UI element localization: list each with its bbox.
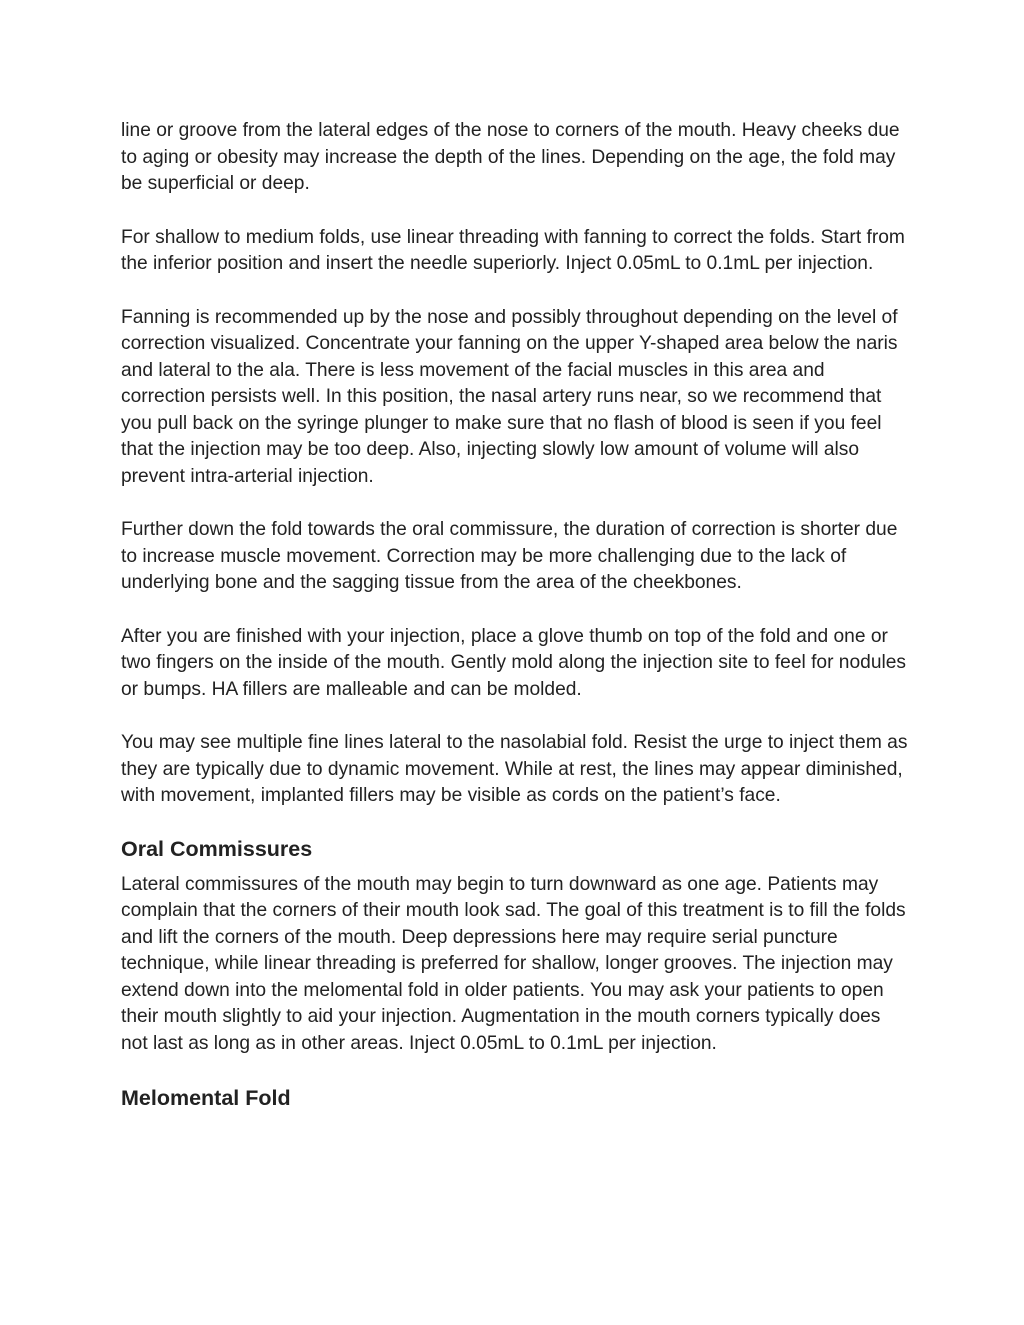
heading-oral-commissures: Oral Commissures — [121, 836, 313, 861]
paragraph-oral-commissures: Lateral commissures of the mouth may begin to turn downward as one age. Patients may complain that the corners of their mouth look sad. The goal of this treatment is to fill the folds and lift the corners of the mouth. Deep depressions here may require serial puncture technique, while linear threading is preferred for shallow, longer grooves. The injection may extend down into the melomental fold in older patients. You may ask your patients to open their mouth slightly to aid your injection. Augmentation in the mouth corners typically does not last as long as in other areas. Inject 0.05mL to 0.1mL per injection. — [121, 873, 906, 1054]
document-page — [121, 118, 911, 1121]
paragraph-shallow-folds: For shallow to medium folds, use linear threading with fanning to correct the folds. Start from the inferior position and insert the needle superiorly. Inject 0.05mL to 0.1mL per injection. — [121, 226, 905, 274]
paragraph-fine-lines: You may see multiple fine lines lateral to the nasolabial fold. Resist the urge to inject them as they are typically due to dynamic movement. While at rest, the lines may appear diminished, with movement, implanted fillers may be visible as cords on the patient’s face. — [121, 732, 908, 806]
heading-melomental-fold: Melomental Fold — [121, 1086, 291, 1110]
paragraph-molding: After you are finished with your injection, place a glove thumb on top of the fold and one or two fingers on the inside of the mouth. Gently mold along the injection site to feel for nodules or bumps. HA fillers are malleable and can be molded. — [121, 625, 907, 700]
paragraph-oral-commissure-duration: Further down the fold towards the oral commissure, the duration of correction is shorter due to increase muscle movement. Correction may be more challenging due to the lack of underlying bone and the sagging tissue from the area of the cheekbones. — [121, 519, 898, 593]
section-melomental-fold — [121, 1084, 911, 1112]
paragraph-nasolabial-intro: line or groove from the lateral edges of the nose to corners of the mouth. Heavy cheeks due to aging or obesity may increase the depth of the lines. Depending on the age, the fold may be superficial or deep. — [121, 120, 900, 194]
paragraph-fanning: Fanning is recommended up by the nose and possibly throughout depending on the level of correction visualized. Concentrate your fanning on the upper Y-shaped area below the naris and lateral to the ala. There is less movement of the facial muscles in this area and correction persists well. In this position, the nasal artery runs near, so we recommend that you pull back on the syringe plunger to make sure that no flash of blood is seen if you feel that the injection may be too deep. Also, injecting slowly low amount of volume will also prevent intra-arterial injection. — [121, 306, 898, 487]
section-oral-commissures — [121, 835, 911, 1058]
